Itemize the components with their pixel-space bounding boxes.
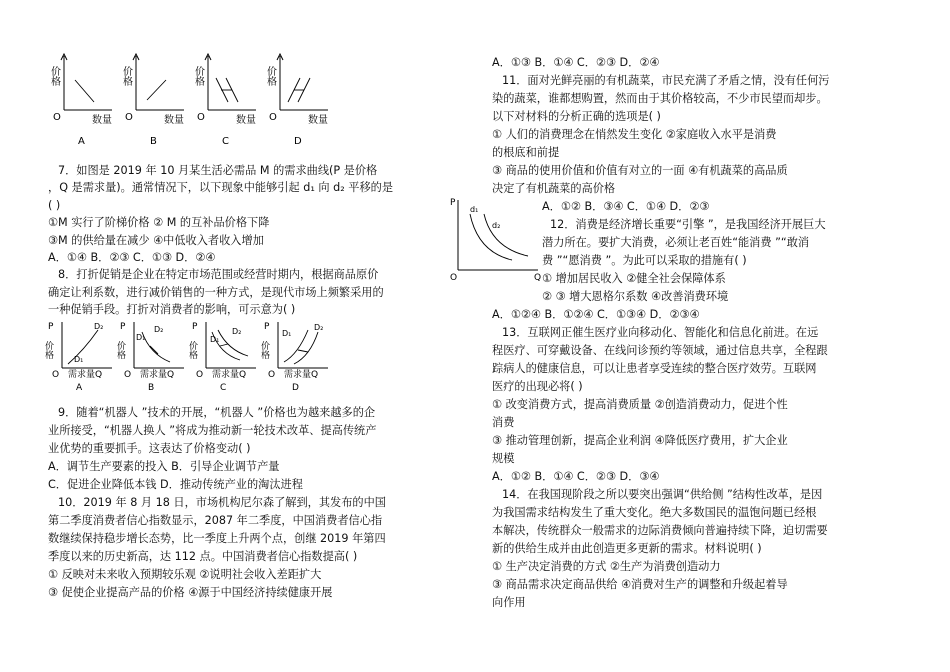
- option-line: ③M 的供给量在减少 ④中低收入者收入增加: [48, 234, 264, 247]
- option-line: ① 反映对未来收入预期较乐观 ②说明社会收入差距扩大: [48, 568, 322, 581]
- d2-label: d₂: [492, 221, 501, 230]
- price-label: 价格: [259, 341, 269, 359]
- origin-label: O: [196, 370, 204, 380]
- qty-label: 需求量Q: [68, 370, 103, 380]
- d2-label: D₂: [94, 322, 104, 331]
- price-label: 价格: [264, 66, 276, 86]
- panel-b: [121, 54, 185, 147]
- q8-panel-a: [43, 322, 112, 393]
- text-line: 9．随着“机器人 ”技术的开展，“机器人 ”价格也为越来越多的企: [58, 406, 376, 419]
- option-line: 向作用: [492, 596, 526, 609]
- qty-label: 需求量Q: [140, 370, 175, 380]
- text-line: 第二季度消费者信心指数显示，2087 年二季度，中国消费者信心指: [48, 514, 383, 527]
- p-label: P: [192, 322, 198, 332]
- text-line: ( ): [48, 199, 61, 212]
- text-line: 14．在我国现阶段之所以要突出强调“供给侧 ”结构性改革，是因: [502, 488, 823, 501]
- qty-label: 数量: [236, 115, 256, 126]
- origin-label: O: [124, 370, 132, 380]
- panel-label-d: D: [294, 136, 302, 147]
- text-line: 潜力所在。要扩大消费，必须让老百姓“能消费 ”“敢消: [542, 236, 810, 249]
- text-line: 为我国需求结构发生了重大变化。绝大多数国民的温饱问题已经根: [492, 506, 817, 519]
- text-line: 12．消费是经济增长重要“引擎 ”，是我国经济开展巨大: [550, 218, 826, 231]
- figure-demand-curves: [448, 196, 544, 284]
- price-label: 价格: [187, 341, 197, 359]
- text-line: 业优势的重要抓手。这表达了价格变动( ): [48, 442, 251, 455]
- origin-label: O: [197, 112, 205, 123]
- origin-label: O: [269, 112, 277, 123]
- d1-label: d₁: [470, 205, 479, 214]
- panel-label-c: C: [220, 383, 227, 393]
- option-line: ③ 商品需求决定商品供给 ④消费对生产的调整和升级起着导: [492, 578, 788, 591]
- price-label: 价格: [192, 66, 204, 86]
- option-line: 的根底和前提: [492, 146, 560, 159]
- p-label: P: [264, 322, 270, 332]
- answer-line-q10: A．①③ B．①④ C．②③ D．②④: [492, 56, 660, 69]
- text-line: 季度以来的历史新高，达 112 点。中国消费者信心指数提高( ): [48, 550, 358, 563]
- q8-panel-b: [115, 322, 184, 393]
- panel-label-a: A: [76, 383, 83, 393]
- d1-label: D₁: [136, 333, 146, 342]
- price-label: 价格: [120, 66, 132, 86]
- text-line: 以下对材料的分析正确的选项是( ): [492, 110, 661, 123]
- panel-label-b: B: [150, 136, 157, 147]
- text-line: 13．互联网正催生医疗业向移动化、智能化和信息化前进。在远: [502, 326, 819, 339]
- option-line: 规模: [492, 452, 515, 465]
- qty-label: 数量: [92, 115, 112, 126]
- d1-label: D₁: [74, 355, 84, 364]
- price-label: 价格: [43, 341, 53, 359]
- text-line: 确定让利系数，进行减价销售的一种方式，是现代市场上频繁采用的: [48, 286, 384, 299]
- qty-label: 需求量Q: [284, 370, 319, 380]
- price-label: 价格: [48, 66, 60, 86]
- q8-panel-d: [259, 322, 328, 393]
- answer-line: A．①②④ B．①②④ C．①③④ D．②③④: [492, 308, 700, 321]
- origin-label: O: [268, 370, 276, 380]
- origin-label: O: [450, 273, 458, 283]
- panel-label-b: B: [148, 383, 155, 393]
- text-line: 一种促销手段。打折对消费者的影响，可示意为( ): [48, 303, 296, 316]
- q8-panel-c: [187, 322, 256, 393]
- d1-label: D₁: [210, 335, 220, 344]
- panel-c: [193, 54, 257, 147]
- text-line: 医疗的出现必将( ): [492, 380, 583, 393]
- option-line: ① 生产决定消费的方式 ②生产为消费创造动力: [492, 560, 721, 573]
- qty-label: 需求量Q: [212, 370, 247, 380]
- text-line: 10．2019 年 8 月 18 日，市场机构尼尔森了解到，其发布的中国: [58, 496, 386, 509]
- panel-a: [49, 54, 113, 147]
- option-line: 消费: [492, 416, 515, 429]
- answer-line: A．①④ B．②③ C．①③ D．②④: [48, 251, 216, 264]
- answer-line: A．①② B．③④ C．①④ D．②③: [542, 200, 710, 213]
- d2-label: D₂: [232, 327, 242, 336]
- panel-label-d: D: [292, 383, 299, 393]
- panel-label-c: C: [222, 136, 229, 147]
- text-line: 7．如图是 2019 年 10 月某生活必需品 M 的需求曲线(P 是价格: [58, 164, 378, 177]
- figure-discount-demand: [43, 320, 348, 394]
- d1-label: D₁: [282, 329, 292, 338]
- panel-d: [265, 54, 329, 147]
- q-label: Q: [534, 273, 542, 283]
- text-line: 新的供给生成并由此创造更多更新的需求。材料说明( ): [492, 542, 762, 555]
- option-line: 决定了有机蔬菜的高价格: [492, 182, 616, 195]
- p-label: P: [48, 322, 54, 332]
- option-line: C．促进企业降低本钱 D．推动传统产业的淘汰进程: [48, 478, 303, 491]
- origin-label: O: [53, 112, 61, 123]
- text-line: 踪病人的健康信息，可以让患者享受连续的整合医疗效劳。互联网: [492, 362, 817, 375]
- option-line: ③ 促使企业提高产品的价格 ④源于中国经济持续健康开展: [48, 586, 333, 599]
- d2-label: D₂: [314, 323, 324, 332]
- text-line: 业所接受，“机器人换人 ”将成为推动新一轮技术改革、提高传统产: [48, 424, 377, 437]
- origin-label: O: [125, 112, 133, 123]
- answer-line: A．①② B．①④ C．②③ D．③④: [492, 470, 660, 483]
- panel-label-a: A: [78, 136, 85, 147]
- option-line: ① 人们的消费理念在悄然发生变化 ②家庭收入水平是消费: [492, 128, 777, 141]
- option-line: ①M 实行了阶梯价格 ② M 的互补品价格下降: [48, 216, 270, 229]
- qty-label: 数量: [164, 115, 184, 126]
- text-line: 染的蔬菜，谁都想购置，然而由于其价格较高，不少市民望而却步。: [492, 92, 828, 105]
- text-line: 8．打折促销是企业在特定市场范围或经营时期内，根据商品原价: [58, 268, 379, 281]
- option-line: ① 改变消费方式，提高消费质量 ②创造消费动力，促进个性: [492, 398, 788, 411]
- option-line: ② ③ 增大恩格尔系数 ④改善消费环境: [542, 290, 729, 303]
- p-label: P: [450, 198, 456, 208]
- option-line: ③ 推动管理创新，提高企业利润 ④降低医疗费用，扩大企业: [492, 434, 788, 447]
- text-line: 本解决，传统群众一般需求的边际消费倾向普遍持续下降，迫切需要: [492, 524, 828, 537]
- option-line: A．调节生产要素的投入 B．引导企业调节产量: [48, 460, 280, 473]
- p-label: P: [120, 322, 126, 332]
- price-label: 价格: [115, 341, 125, 359]
- text-line: 费 ”“愿消费 ”。为此可以采取的措施有( ): [542, 254, 747, 267]
- text-line: 11．面对光鲜亮丽的有机蔬菜，市民充满了矛盾之情，没有任何污: [502, 74, 830, 87]
- d2-label: D₂: [154, 325, 164, 334]
- text-line: 数继续保持稳步增长态势，比一季度上升两个点，创继 2019 年第四: [48, 532, 386, 545]
- text-line: 程医疗、可穿戴设备、在线问诊预约等领域，通过信息共享，全程跟: [492, 344, 828, 357]
- text-line: ，Q 是需求量)。通常情况下，以下现象中能够引起 d₁ 向 d₂ 平移的是: [48, 181, 394, 194]
- option-line: ① 增加居民收入 ②健全社会保障体系: [542, 272, 726, 285]
- option-line: ③ 商品的使用价值和价值有对立的一面 ④有机蔬菜的高品质: [492, 164, 788, 177]
- figure-price-quantity: [48, 52, 348, 152]
- qty-label: 数量: [308, 115, 328, 126]
- origin-label: O: [52, 370, 60, 380]
